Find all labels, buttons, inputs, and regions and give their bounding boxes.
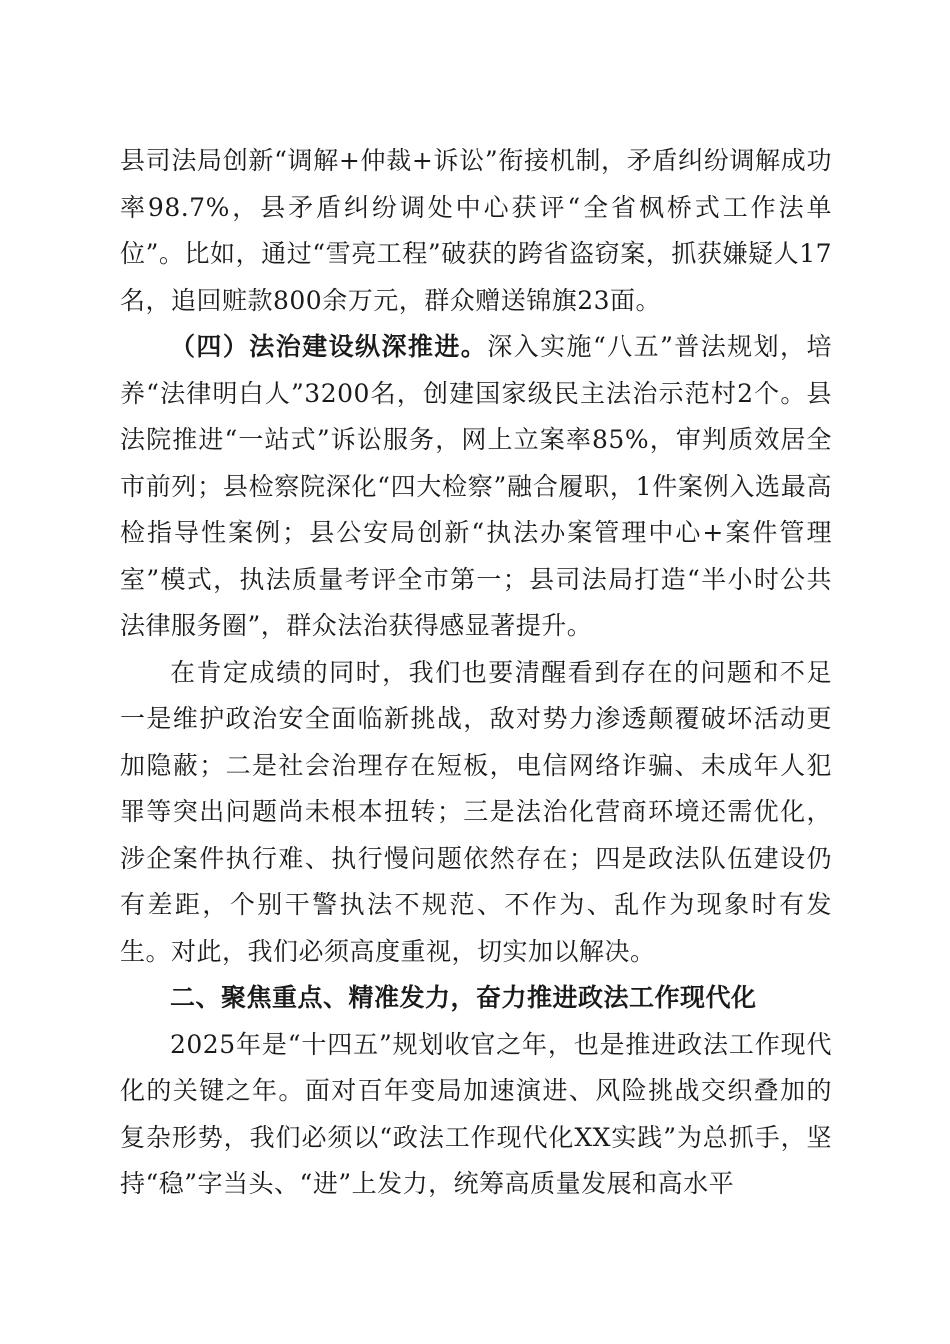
- paragraph-2025-plan: 2025年是“十四五”规划收官之年，也是推进政法工作现代化的关键之年。面对百年变局加速演进、风险挑战交织叠加的复杂形势，我们必须以“政法工作现代化XX实践”为总抓手，坚持“稳”字当头、“进”上发力，统筹高质量发展和高水平: [120, 1029, 832, 1198]
- paragraph-rule-of-law: [120, 324, 832, 650]
- paragraph-problems: 在肯定成绩的同时，我们也要清醒看到存在的问题和不足一是维护政治安全面临新挑战，敌对势力渗透颠覆破坏活动更加隐蔽；二是社会治理存在短板，电信网络诈骗、未成年人犯罪等突出问题尚未根本扭转；三是法治化营商环境还需优化，涉企案件执行难、执行慢问题依然存在；四是政法队伍建设仍有差距，个别干警执法不规范、不作为、乱作为现象时有发生。对此，我们必须高度重视，切实加以解决。: [120, 657, 832, 966]
- section-heading-two: 二、聚焦重点、精准发力，奋力推进政法工作现代化: [170, 983, 757, 1012]
- document-body: [120, 138, 832, 1208]
- paragraph-mediation: 县司法局创新“调解+仲裁+诉讼”衔接机制，矛盾纠纷调解成功率98.7%，县矛盾纠纷调处中心获评“全省枫桥式工作法单位”。比如，通过“雪亮工程”破获的跨省盗窃案，抓获嫌疑人17名，追回赃款800余万元，群众赠送锦旗23面。: [120, 146, 832, 315]
- section-lead-four: （四）法治建设纵深推进。: [170, 332, 488, 361]
- paragraph-rule-of-law-text: 深入实施“八五”普法规划，培养“法律明白人”3200名，创建国家级民主法治示范村2个。县法院推进“一站式”诉讼服务，网上立案率85%，审判质效居全市前列；县检察院深化“四大检察”融合履职，1件案例入选最高检指导性案例；县公安局创新“执法办案管理中心+案件管理室”模式，执法质量考评全市第一；县司法局打造“半小时公共法律服务圈”，群众法治获得感显著提升。: [120, 332, 832, 640]
